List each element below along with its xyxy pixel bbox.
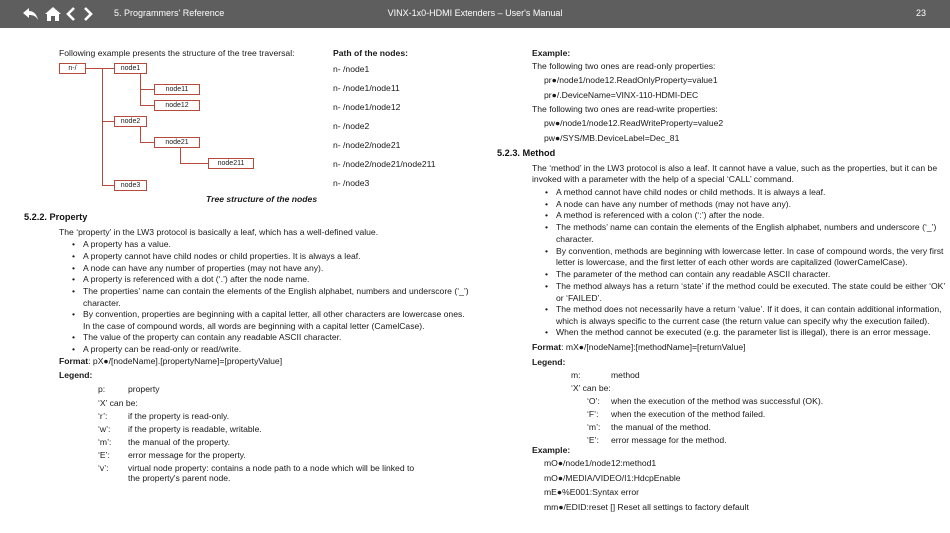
tree-node-node3: node3 [114, 180, 147, 191]
method-heading: 5.2.3. Method [497, 148, 556, 158]
tree-node-node12: node12 [154, 100, 200, 111]
method-bullet: • By convention, methods are beginning with lowercase letter. In case of compound words, the very first [556, 246, 943, 256]
legend-value: the manual of the method. [611, 422, 711, 432]
example-label: Example: [532, 48, 571, 58]
legend-value: the manual of the property. [128, 437, 231, 447]
legend-value-cont: the property's parent node. [128, 473, 231, 483]
legend-key: ‘E’: [587, 435, 599, 445]
method-example-label: Example: [532, 445, 571, 455]
method-bullet: • A method is referenced with a colon (‘:’) after the node. [556, 210, 764, 220]
legend-value: virtual node property: contains a node path to a node which will be linked to [128, 463, 415, 473]
legend-value: when the execution of the method was successful (OK). [611, 396, 824, 406]
tree-node-root: n-/ [59, 63, 86, 74]
legend-key: ‘w’: [98, 424, 111, 434]
property-bullet: • By convention, properties are beginning with a capital letter, all other characters are lowercase ones. [83, 309, 465, 319]
property-bullet: • A property can be read-only or read/write. [83, 344, 241, 354]
path-item: n- /node1/node12 [333, 102, 401, 112]
path-item: n- /node2/node21/node211 [333, 159, 436, 169]
legend-value: error message for the method. [611, 435, 727, 445]
property-intro: The ‘property’ in the LW3 protocol is basically a leaf, which has a well-defined value. [59, 227, 379, 237]
example-line: pr●/.DeviceName=VINX-110-HDMI-DEC [544, 90, 699, 100]
tree-node-node1: node1 [114, 63, 147, 74]
format-label: Format [532, 342, 562, 352]
legend-value: if the property is read-only. [128, 411, 230, 421]
paths-title: Path of the nodes: [333, 48, 408, 58]
format-value: : pX●/[nodeName].[propertyName]=[propertyValue] [88, 356, 283, 366]
method-bullet-cont: or ‘FAILED’. [556, 293, 602, 303]
method-bullet: • A method cannot have child nodes or child methods. It is always a leaf. [556, 187, 825, 197]
example-line: mO●/node1/node12:method1 [544, 458, 657, 468]
example-line: mm●/EDID:reset [] Reset all settings to factory default [544, 502, 749, 512]
example-line: mO●/MEDIA/VIDEO/I1:HdcpEnable [544, 473, 681, 483]
legend-value: when the execution of the method failed. [611, 409, 766, 419]
path-item: n- /node3 [333, 178, 370, 188]
legend-key: ‘F’: [587, 409, 599, 419]
header-bar [0, 0, 950, 28]
legend-key: ‘v’: [98, 463, 109, 473]
example-line: pw●/SYS/MB.DeviceLabel=Dec_81 [544, 133, 680, 143]
method-intro: The ‘method’ in the LW3 protocol is also a leaf. It cannot have a value, such as the properties, but it can be [532, 163, 938, 173]
property-bullet: • The value of the property can contain any readable ASCII character. [83, 332, 341, 342]
legend-key: ‘E’: [98, 450, 110, 460]
section-title: 5. Programmers' Reference [114, 8, 225, 18]
path-item: n- /node2 [333, 121, 370, 131]
property-bullet: • A property has a value. [83, 239, 171, 249]
method-bullet-cont: which is always specific to the current case (the return value can specify why the execution failed). [556, 316, 930, 326]
property-bullet: • The properties’ name can contain the elements of the English alphabet, numbers and underscore (‘_’) [83, 286, 469, 296]
path-item: n- /node1/node11 [333, 83, 400, 93]
path-item: n- /node2/node21 [333, 140, 401, 150]
method-bullet: • The methods’ name can contain the elements of the English alphabet, numbers and underscore (‘_’) [556, 222, 936, 232]
tree-node-node2: node2 [114, 116, 147, 127]
legend-x-line: ‘X’ can be: [571, 383, 611, 393]
property-legend-label: Legend: [59, 370, 93, 380]
legend-key: ‘r’: [98, 411, 108, 421]
rw-intro: The following two ones are read-write properties: [532, 104, 718, 114]
property-format [59, 356, 282, 366]
format-label: Format [59, 356, 89, 366]
legend-value: error message for the property. [128, 450, 246, 460]
method-bullet: • The parameter of the method can contain any readable ASCII character. [556, 269, 830, 279]
legend-value: if the property is readable, writable. [128, 424, 262, 434]
example-line: pw●/node1/node12.ReadWriteProperty=value2 [544, 118, 724, 128]
legend-value: property [128, 384, 160, 394]
legend-key: ‘m’: [587, 422, 601, 432]
method-bullet: • A node can have any number of methods (may not have any). [556, 199, 791, 209]
property-heading: 5.2.2. Property [24, 212, 88, 222]
tree-node-node11: node11 [154, 84, 200, 95]
property-bullet-cont: character. [83, 298, 121, 308]
tree-intro: Following example presents the structure of the tree traversal: [59, 48, 295, 58]
property-bullet: • A property is referenced with a dot (‘.’) after the node name. [83, 274, 309, 284]
legend-key: p: [98, 384, 106, 394]
example-line: pr●/node1/node12.ReadOnlyProperty=value1 [544, 75, 718, 85]
document-title: VINX-1x0-HDMI Extenders – User's Manual [387, 8, 563, 18]
property-bullet-cont: In the case of compound words, all words are beginning with a capital letter (CamelCase). [83, 321, 425, 331]
tree-caption: Tree structure of the nodes [206, 194, 318, 204]
method-bullet: • The method always has a return ‘state’ if the method could be executed. The state could be either ‘OK’ [556, 281, 945, 291]
property-bullet: • A node can have any number of properties (may not have any). [83, 263, 323, 273]
method-intro-cont: invoked with a parameter with the help of a special ‘CALL’ command. [532, 174, 794, 184]
format-value: : mX●/[nodeName]:[methodName]=[returnValue] [561, 342, 746, 352]
legend-key: ‘m’: [98, 437, 112, 447]
method-legend-label: Legend: [532, 357, 566, 367]
path-item: n- /node1 [333, 64, 370, 74]
example-line: mE●%E001:Syntax error [544, 487, 639, 497]
page-number: 23 [915, 8, 926, 18]
method-bullet: • The method does not necessarily have a return ‘value’. If it does, it can contain additional information, [556, 304, 942, 314]
legend-key: m: [571, 370, 581, 380]
ro-intro: The following two ones are read-only properties: [532, 61, 716, 71]
legend-key: ‘O’: [587, 396, 600, 406]
legend-x-line: ‘X’ can be: [98, 398, 138, 408]
method-bullet-cont: character. [556, 234, 594, 244]
method-bullet: • When the method cannot be executed (e.g. the parameter list is illegal), there is an error message. [556, 327, 931, 337]
legend-value: method [611, 370, 640, 380]
tree-node-node21: node21 [154, 137, 200, 148]
tree-node-node211: node211 [208, 158, 254, 169]
method-format [532, 342, 746, 352]
property-bullet: • A property cannot have child nodes or child properties. It is always a leaf. [83, 251, 361, 261]
method-bullet-cont: letter is lowercase, and the first letter of each other words are capitalized (lowerCamelCase). [556, 257, 908, 267]
